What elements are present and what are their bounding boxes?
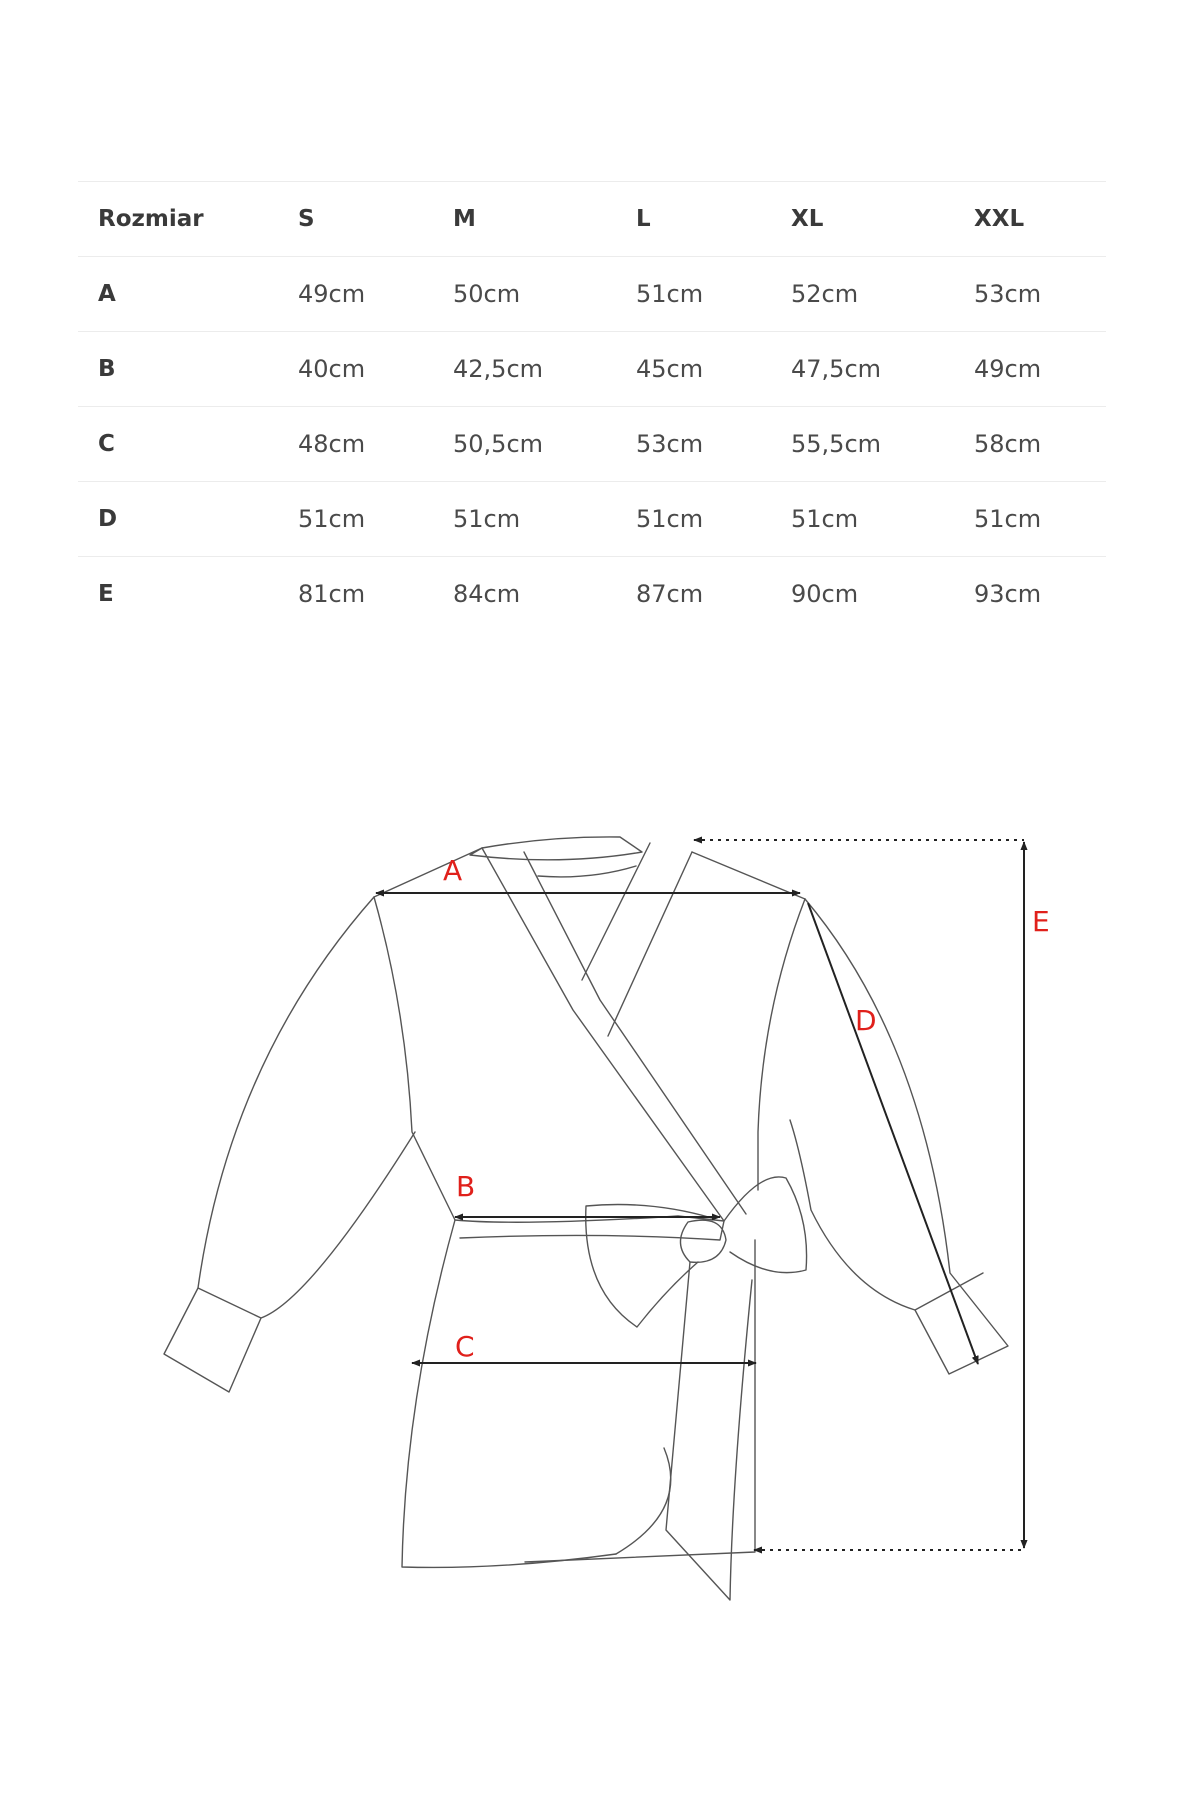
skirt-wrap-curve (616, 1448, 671, 1554)
cell-value: 51cm (616, 257, 771, 332)
header-size-xxl: XXL (954, 182, 1106, 257)
neckline-inner (538, 866, 636, 877)
skirt-hem-right (525, 1240, 755, 1562)
table-row-c (78, 407, 1106, 482)
sleeve-left-outer (164, 897, 415, 1392)
cell-value: 49cm (278, 257, 433, 332)
row-label: E (78, 557, 278, 632)
header-size-l: L (616, 182, 771, 257)
cell-value: 51cm (771, 482, 954, 557)
measure-d-line (808, 903, 978, 1364)
cell-value: 42,5cm (433, 332, 616, 407)
cell-value: 45cm (616, 332, 771, 407)
cell-value: 53cm (954, 257, 1106, 332)
label-b: B (456, 1170, 476, 1203)
cell-value: 58cm (954, 407, 1106, 482)
cell-value: 50cm (433, 257, 616, 332)
cell-value: 52cm (771, 257, 954, 332)
cell-value: 84cm (433, 557, 616, 632)
skirt-left (402, 1220, 616, 1567)
tie-ribbon (666, 1262, 752, 1600)
sleeve-right-outer (790, 899, 1008, 1374)
bow-loop-right (724, 1177, 807, 1273)
label-e: E (1032, 905, 1050, 938)
header-size-s: S (278, 182, 433, 257)
header-size-m: M (433, 182, 616, 257)
lapel-inner-left (524, 852, 746, 1214)
table-row-a (78, 257, 1106, 332)
cell-value: 53cm (616, 407, 771, 482)
cell-value: 48cm (278, 407, 433, 482)
header-size-label: Rozmiar (78, 182, 278, 257)
cell-value: 87cm (616, 557, 771, 632)
size-chart-table (78, 181, 1106, 631)
table-row-d (78, 482, 1106, 557)
bow-loop-left (586, 1205, 712, 1328)
cell-value: 50,5cm (433, 407, 616, 482)
bow-knot (680, 1220, 726, 1262)
table-row-e (78, 557, 1106, 632)
garment-outline (164, 837, 1008, 1600)
cell-value: 81cm (278, 557, 433, 632)
row-label: C (78, 407, 278, 482)
cell-value: 40cm (278, 332, 433, 407)
lapel-left (482, 848, 724, 1221)
label-d: D (855, 1004, 877, 1037)
cell-value: 51cm (954, 482, 1106, 557)
cuff-left (198, 1288, 261, 1318)
cell-value: 90cm (771, 557, 954, 632)
row-label: D (78, 482, 278, 557)
lapel-inner-right (608, 852, 692, 1036)
shoulder-left (374, 848, 482, 897)
cell-value: 51cm (616, 482, 771, 557)
cell-value: 47,5cm (771, 332, 954, 407)
row-label: A (78, 257, 278, 332)
label-c: C (455, 1330, 475, 1363)
table-row-b (78, 332, 1106, 407)
label-a: A (443, 854, 463, 887)
collar-band (470, 837, 642, 860)
row-label: B (78, 332, 278, 407)
shoulder-right (692, 852, 805, 899)
cell-value: 55,5cm (771, 407, 954, 482)
garment-diagram (0, 780, 1200, 1800)
cell-value: 49cm (954, 332, 1106, 407)
cuff-right (915, 1273, 983, 1310)
header-size-xl: XL (771, 182, 954, 257)
cell-value: 51cm (278, 482, 433, 557)
cell-value: 51cm (433, 482, 616, 557)
bodice-left-side (374, 897, 455, 1220)
cell-value: 93cm (954, 557, 1106, 632)
table-header-row (78, 182, 1106, 257)
lapel-right (582, 843, 650, 980)
